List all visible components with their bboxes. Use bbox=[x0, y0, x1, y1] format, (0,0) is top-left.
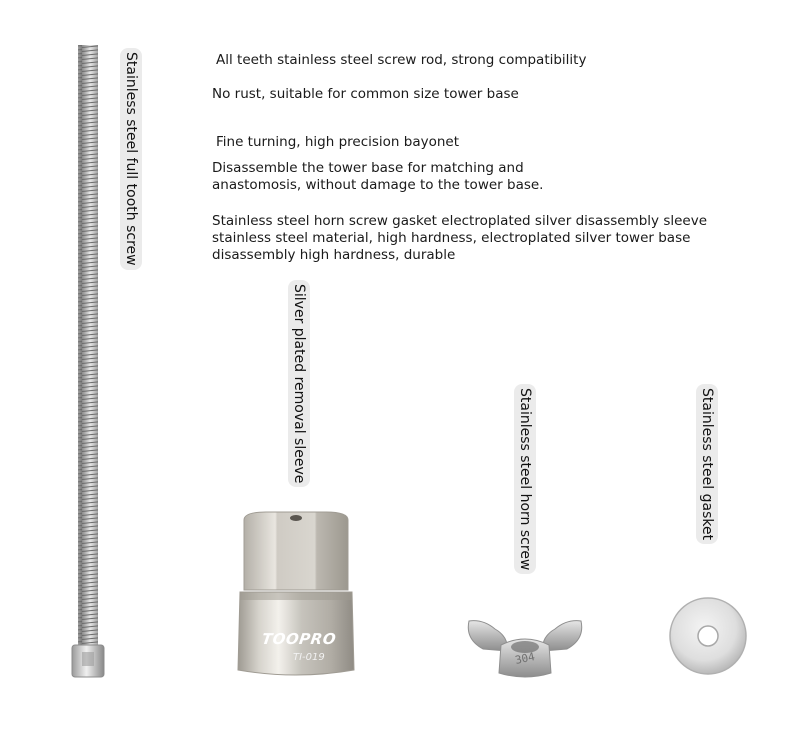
desc-line-3: Fine turning, high precision bayonet bbox=[216, 134, 460, 150]
gasket-image bbox=[668, 596, 748, 676]
wing-nut-engraving: 304 bbox=[513, 650, 537, 667]
desc-line-6: Stainless steel horn screw gasket electroplated silver disassembly sleeve bbox=[212, 213, 708, 229]
label-removal-sleeve: Silver plated removal sleeve bbox=[288, 280, 310, 487]
desc-line-4: Disassemble the tower base for matching and bbox=[212, 160, 524, 176]
label-horn-screw: Stainless steel horn screw bbox=[514, 384, 536, 574]
desc-line-5: anastomosis, without damage to the tower base. bbox=[212, 177, 544, 193]
sleeve-model-engraving: TI-019 bbox=[293, 652, 325, 663]
label-full-tooth-screw: Stainless steel full tooth screw bbox=[120, 48, 142, 270]
desc-line-8: disassembly high hardness, durable bbox=[212, 247, 456, 263]
screw-thread bbox=[78, 45, 98, 645]
horn-screw-image bbox=[465, 615, 585, 685]
sleeve-brand-engraving: TOOPRO bbox=[260, 630, 338, 648]
desc-line-7: stainless steel material, high hardness, electroplated silver tower base bbox=[212, 230, 691, 246]
full-tooth-screw-image bbox=[62, 40, 122, 690]
desc-line-1: All teeth stainless steel screw rod, strong compatibility bbox=[216, 52, 587, 68]
desc-line-2: No rust, suitable for common size tower base bbox=[212, 86, 519, 102]
label-gasket: Stainless steel gasket bbox=[696, 384, 718, 544]
